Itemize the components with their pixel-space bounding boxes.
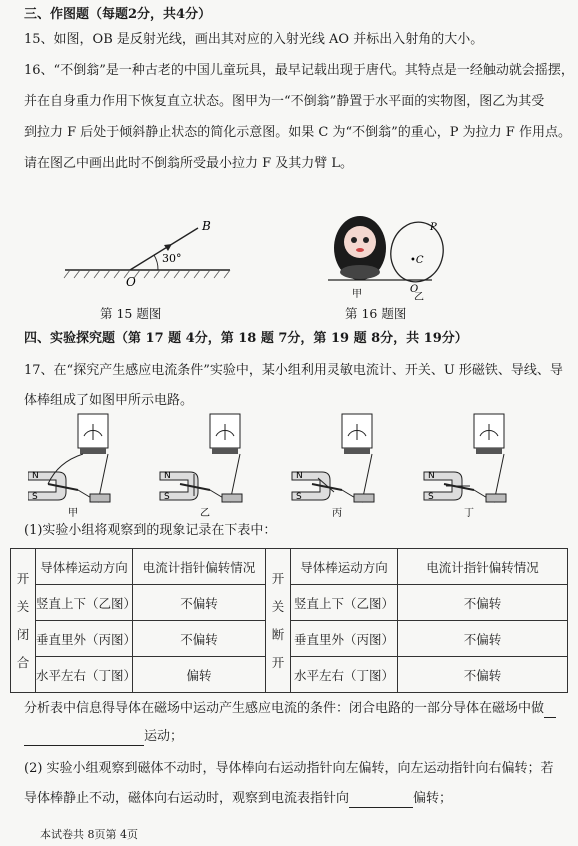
- label-yi: 乙: [414, 292, 424, 300]
- header-direction-open: 导体棒运动方向: [291, 549, 398, 585]
- q16-num: 16、: [24, 63, 54, 78]
- tumbler-outline: [385, 217, 448, 287]
- svg-text:N: N: [296, 471, 303, 481]
- q17-num: 17、: [24, 363, 54, 378]
- analysis-line-2: 运动；: [24, 728, 183, 746]
- q15-figure: [60, 210, 240, 290]
- svg-text:N: N: [428, 471, 435, 481]
- page-footer: 本试卷共 8页第 4页: [40, 828, 138, 841]
- switch-closed-label: 开 关 闭 合: [11, 549, 36, 693]
- table-row: 竖直上下（乙图） 不偏转 竖直上下（乙图） 不偏转: [11, 585, 568, 621]
- table-row: 水平左右（丁图） 偏转 水平左右（丁图） 不偏转: [11, 657, 568, 693]
- apparatus-bing: [292, 414, 374, 502]
- header-deflection-open: 电流计指针偏转情况: [398, 549, 568, 585]
- answer-blank-1[interactable]: [24, 731, 144, 746]
- q15-num: 15、: [24, 32, 54, 47]
- table-row: 垂直里外（丙图） 不偏转 垂直里外（丙图） 不偏转: [11, 621, 568, 657]
- q17-figures: [28, 412, 548, 518]
- q16-figure: [322, 200, 482, 300]
- label-o16: O: [410, 284, 419, 295]
- answer-blank-1a[interactable]: [544, 703, 556, 718]
- q16-line-2: 并在自身重力作用下恢复直立状态。图甲为一“不倒翁”静置于水平面的实物图，图乙为其受: [24, 94, 545, 109]
- q16-line-3: 到拉力 F 后处于倾斜静止状态的简化示意图。如果 C 为“不倒翁”的重心，P 为拉力 F 作用点。: [24, 125, 571, 140]
- section4-title: 四、实验探究题（第 17 题 4分，第 18 题 7分，第 19 题 8分，共 19分）: [24, 331, 468, 346]
- svg-text:S: S: [296, 492, 302, 502]
- q15-body: 如图，OB 是反射光线，画出其对应的入射光线 AO 并标出入射角的大小。: [53, 32, 484, 47]
- q17-sub2-line-1: (2) 实验小组观察到磁体不动时，导体棒向右运动指针向左偏转，向左运动指针向右偏转；若: [24, 761, 554, 776]
- q17-line-2: 体棒组成了如图甲所示电路。: [24, 393, 194, 408]
- svg-text:N: N: [164, 471, 171, 481]
- header-direction-closed: 导体棒运动方向: [36, 549, 133, 585]
- q17-sub2-line-2: 导体棒静止不动，磁体向右运动时，观察到电流表指针向 偏转；: [24, 791, 453, 806]
- tumbler-photo: [334, 216, 386, 280]
- answer-blank-2[interactable]: [349, 793, 413, 808]
- q16-line-1: 16、“不倒翁”是一种古老的中国儿童玩具，最早记载出现于唐代。其特点是一经触动就会摇摆，: [24, 63, 574, 78]
- fig-label-ding: 丁: [464, 508, 474, 518]
- apparatus-jia: [28, 414, 110, 502]
- apparatus-ding: [424, 414, 506, 502]
- q16-line-4: 请在图乙中画出此时不倒翁所受最小拉力 F 及其力臂 L。: [24, 156, 354, 171]
- svg-text:S: S: [32, 492, 38, 502]
- header-deflection-closed: 电流计指针偏转情况: [133, 549, 266, 585]
- label-p: P: [430, 222, 437, 233]
- switch-open-label: 开 关 断 开: [266, 549, 291, 693]
- q16-caption: 第 16 题图: [345, 306, 407, 321]
- q17-sub1: (1)实验小组将观察到的现象记录在下表中：: [24, 523, 277, 538]
- fig-label-jia: 甲: [68, 508, 78, 518]
- svg-text:S: S: [428, 492, 434, 502]
- angle-label: 30°: [162, 252, 182, 265]
- q15-caption: 第 15 题图: [100, 306, 162, 321]
- analysis-line-1: 分析表中信息得导体在磁场中运动产生感应电流的条件：闭合电路的一部分导体在磁场中做: [24, 700, 556, 718]
- q15-text: [24, 31, 483, 49]
- fig-label-yi: 乙: [200, 508, 210, 518]
- label-b: B: [202, 219, 211, 233]
- q17-line-1: 17、在“探究产生感应电流条件”实验中，某小组利用灵敏电流计、开关、U 形磁铁、导线、导: [24, 363, 563, 378]
- label-jia: 甲: [352, 289, 362, 300]
- apparatus-yi: [160, 414, 242, 502]
- svg-text:N: N: [32, 471, 39, 481]
- record-table: [10, 548, 568, 693]
- section3-title: 三、作图题（每题2分，共4分）: [24, 7, 212, 22]
- fig-label-bing: 丙: [332, 508, 342, 518]
- label-o: O: [126, 275, 136, 289]
- svg-text:S: S: [164, 492, 170, 502]
- label-c: •C: [410, 255, 424, 266]
